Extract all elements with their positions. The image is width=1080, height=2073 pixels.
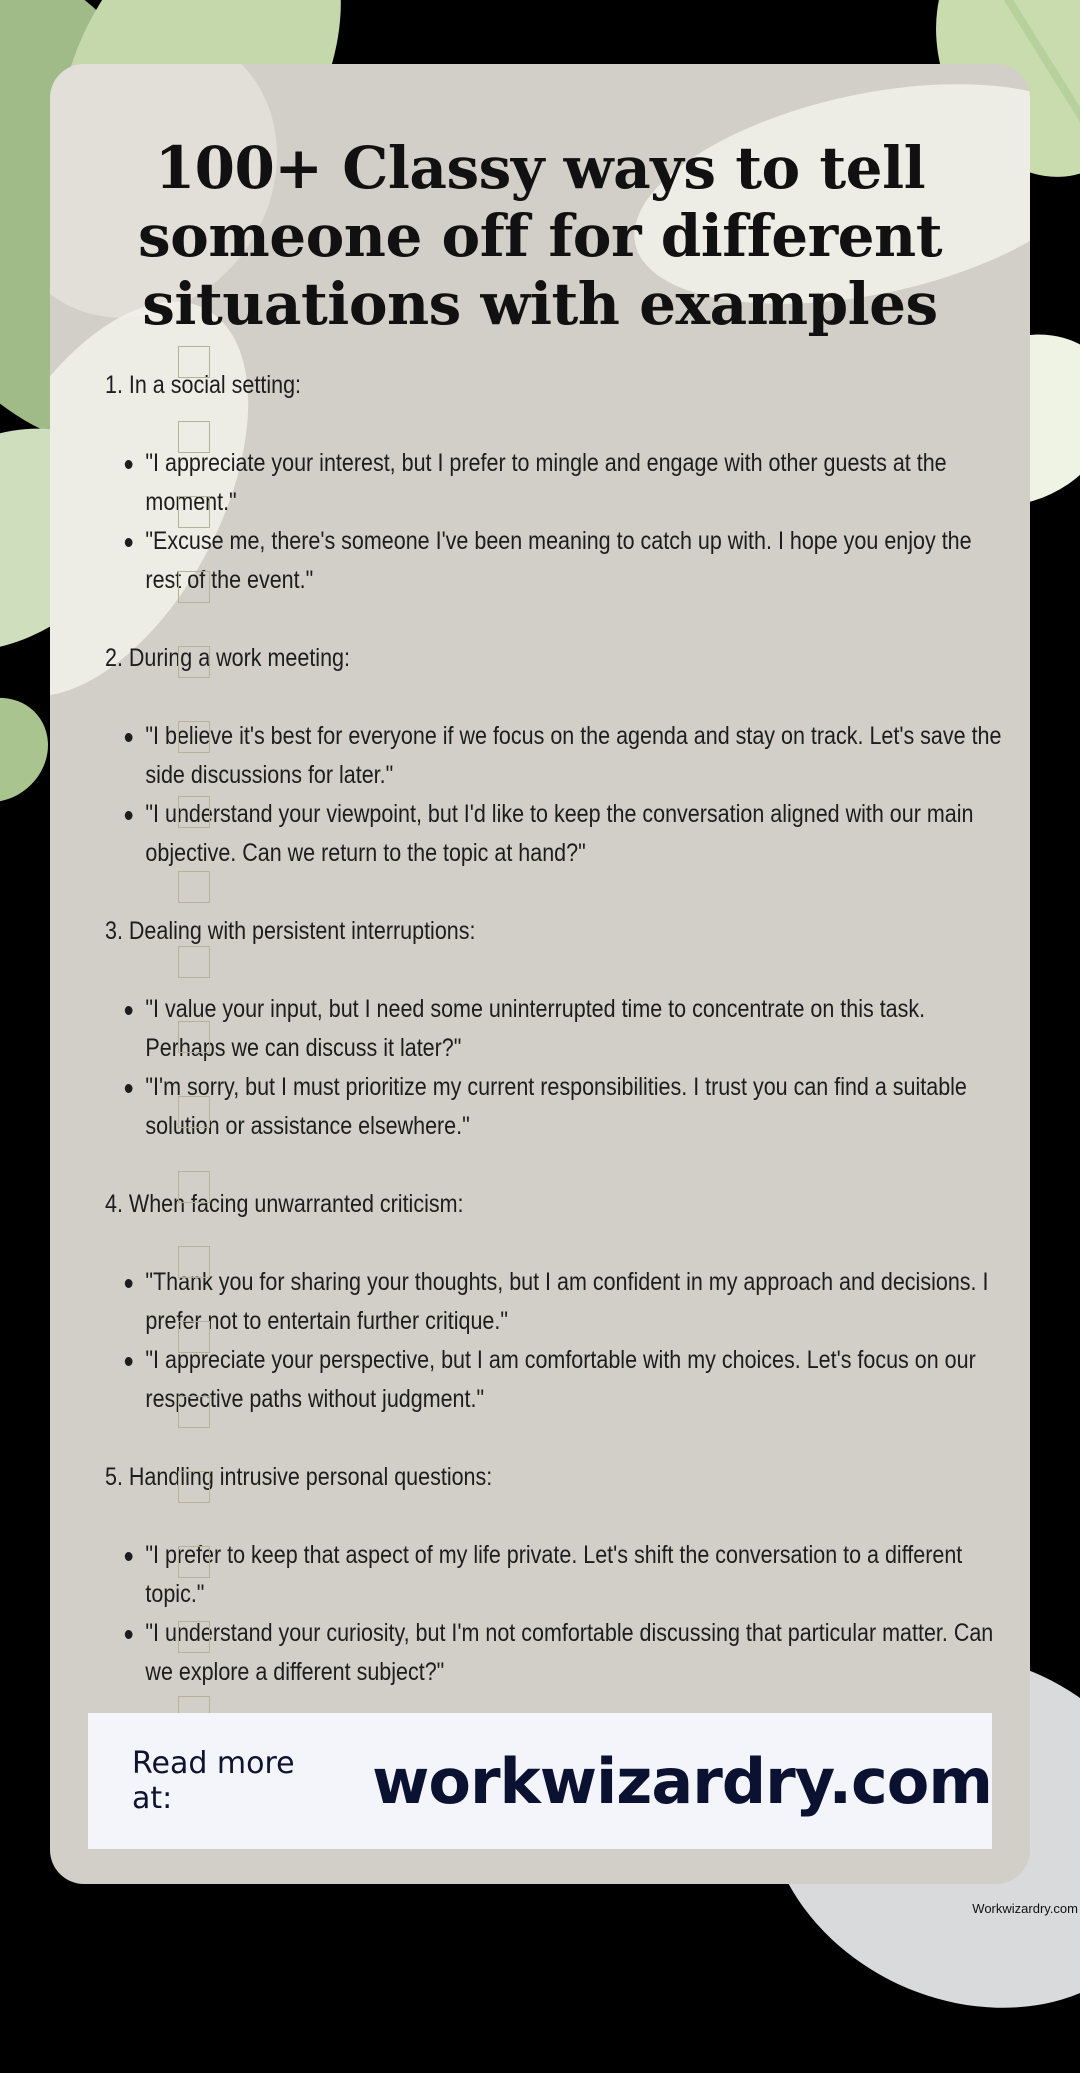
text-cursor-box xyxy=(178,1621,210,1653)
section-heading: 1. In a social setting: xyxy=(105,371,301,399)
bullet-icon xyxy=(125,733,133,742)
bullet-icon xyxy=(125,1084,133,1093)
bullet-list xyxy=(105,1263,989,1419)
item-text: "I value your input, but I need some uninterrupted time to concentrate on this task. Perhaps we can discuss it later?" xyxy=(145,995,926,1062)
list-item xyxy=(105,1341,1005,1419)
text-cursor-box xyxy=(178,1471,210,1503)
list-item xyxy=(105,1614,1005,1692)
bullet-list xyxy=(105,1536,994,1692)
item-text: "I appreciate your perspective, but I am comfortable with my choices. Let's focus on our respective paths without judgment." xyxy=(145,1346,976,1413)
page-title: 100+ Classy ways to tell someone off for different situations with examples xyxy=(137,134,943,338)
list-item xyxy=(105,1536,1005,1614)
website-link[interactable]: workwizardry.com xyxy=(372,1744,992,1818)
text-cursor-box xyxy=(178,871,210,903)
list-item xyxy=(105,522,1005,600)
text-cursor-box xyxy=(178,1021,210,1053)
section-heading: 5. Handling intrusive personal questions: xyxy=(105,1463,493,1491)
list-item xyxy=(105,1263,1005,1341)
bullet-icon xyxy=(125,1552,133,1561)
section-criticism xyxy=(105,1185,989,1419)
list-item xyxy=(105,990,1005,1068)
text-cursor-box xyxy=(178,421,210,453)
section-social-setting xyxy=(105,366,985,600)
text-cursor-box xyxy=(178,721,210,753)
text-cursor-box xyxy=(178,496,210,528)
item-text: "I understand your curiosity, but I'm not comfortable discussing that particular matter. Can we explore a different subject?" xyxy=(145,1619,994,1686)
item-text: "I'm sorry, but I must prioritize my current responsibilities. I trust you can find a suitable solution or assistance elsewhere." xyxy=(145,1073,967,1140)
text-cursor-box xyxy=(178,1171,210,1203)
item-text: "I believe it's best for everyone if we focus on the agenda and stay on track. Let's save the side discussions for later." xyxy=(145,722,1002,789)
section-heading: 3. Dealing with persistent interruptions: xyxy=(105,917,476,945)
item-text: "I understand your viewpoint, but I'd like to keep the conversation aligned with our main objective. Can we return to the topic at hand?" xyxy=(145,800,974,867)
watermark: Workwizardry.com xyxy=(972,1901,1078,1916)
bullet-icon xyxy=(125,1357,133,1366)
item-text: "I appreciate your interest, but I prefer to mingle and engage with other guests at the moment." xyxy=(145,449,947,516)
text-cursor-box xyxy=(178,796,210,828)
read-more-banner xyxy=(88,1713,992,1849)
section-personal-questions xyxy=(105,1458,994,1692)
section-work-meeting xyxy=(105,639,1002,873)
text-cursor-box xyxy=(178,646,210,678)
sections xyxy=(105,366,1002,1731)
bullet-icon xyxy=(125,460,133,469)
text-cursor-box xyxy=(178,346,210,378)
section-heading: 4. When facing unwarranted criticism: xyxy=(105,1190,464,1218)
bullet-icon xyxy=(125,811,133,820)
bullet-icon xyxy=(125,538,133,547)
text-cursor-box xyxy=(178,1246,210,1278)
text-cursor-box xyxy=(178,1396,210,1428)
item-text: "Thank you for sharing your thoughts, but I am confident in my approach and decisions. I prefer not to entertain further critique." xyxy=(145,1268,989,1335)
text-cursor-box xyxy=(178,1321,210,1353)
content-card xyxy=(50,64,1030,1884)
read-more-label: Read more at: xyxy=(132,1746,295,1816)
text-cursor-box xyxy=(178,571,210,603)
list-item xyxy=(105,444,1005,522)
item-text: "I prefer to keep that aspect of my life private. Let's shift the conversation to a different topic." xyxy=(145,1541,963,1608)
bullet-list xyxy=(105,717,1002,873)
text-cursor-box xyxy=(178,946,210,978)
list-item xyxy=(105,795,1005,873)
item-text: "Excuse me, there's someone I've been meaning to catch up with. I hope you enjoy the rest of the event." xyxy=(145,527,972,594)
bullet-list xyxy=(105,444,985,600)
text-cursor-box xyxy=(178,1546,210,1578)
text-cursor-box xyxy=(178,1096,210,1128)
section-interruptions xyxy=(105,912,985,1146)
bullet-list xyxy=(105,990,985,1146)
list-item xyxy=(105,1068,1005,1146)
bullet-icon xyxy=(125,1006,133,1015)
bullet-icon xyxy=(125,1279,133,1288)
section-heading: 2. During a work meeting: xyxy=(105,644,350,672)
bullet-icon xyxy=(125,1630,133,1639)
list-item xyxy=(105,717,1005,795)
